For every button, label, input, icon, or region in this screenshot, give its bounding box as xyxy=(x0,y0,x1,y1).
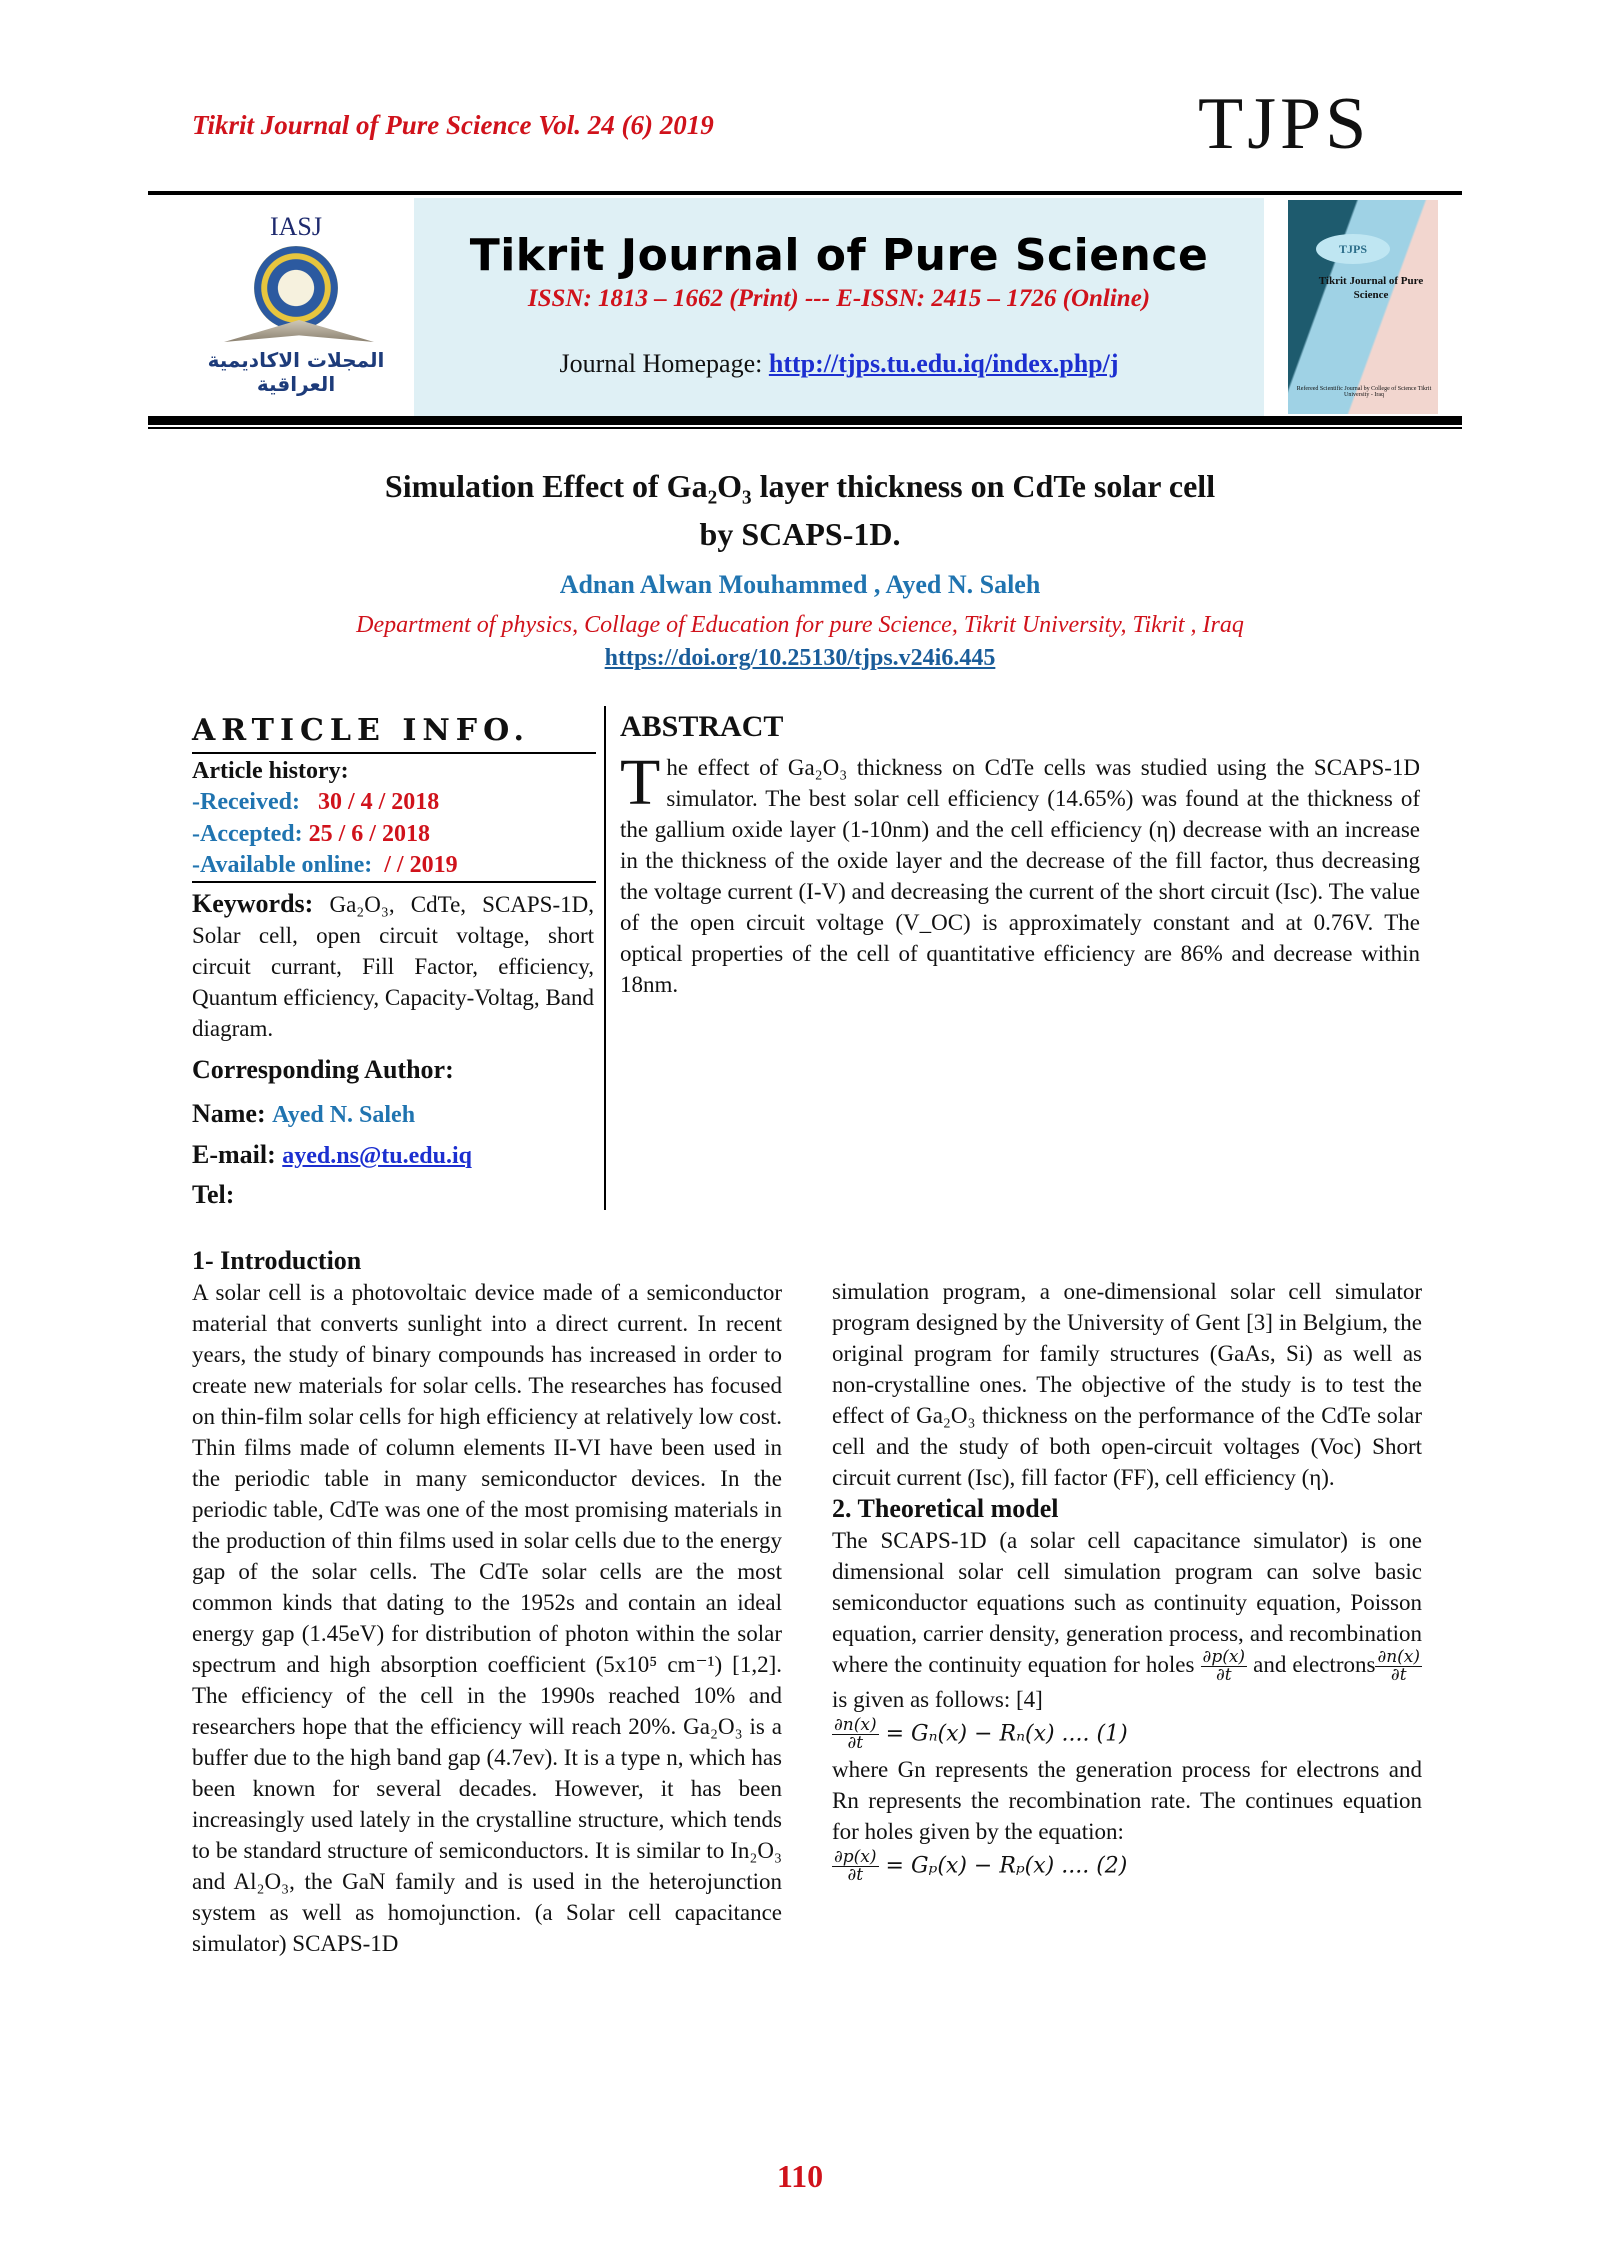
author-name xyxy=(192,1099,415,1129)
article-history-label: Article history: xyxy=(192,758,349,784)
keywords xyxy=(192,888,594,1044)
theoretical-model-heading: 2. Theoretical model xyxy=(832,1494,1059,1523)
equation-1 xyxy=(832,1717,1422,1752)
author-tel xyxy=(192,1180,234,1210)
frac-numerator: ∂n(x) xyxy=(1377,1647,1421,1668)
authors: Adnan Alwan Mouhammed , Ayed N. Saleh xyxy=(559,570,1041,599)
name-value: Ayed N. Saleh xyxy=(272,1102,416,1128)
frac-denominator: ∂t xyxy=(847,1733,864,1754)
banner-bottom-rule-thin xyxy=(148,427,1462,429)
frac-numerator: ∂p(x) xyxy=(834,1847,877,1868)
journal-title: Tikrit Journal of Pure Science xyxy=(469,230,1209,281)
cover-title: Tikrit Journal of Pure Science xyxy=(1318,275,1424,301)
doi-link[interactable]: https://doi.org/10.25130/tjps.v24i6.445 xyxy=(604,645,996,671)
email-label: E-mail: xyxy=(192,1140,276,1169)
abstract-heading: ABSTRACT xyxy=(620,710,784,743)
equation-2 xyxy=(832,1849,1422,1884)
iasj-arabic-label: المجلات الاكاديمية العراقية xyxy=(207,348,385,396)
theory-paragraph xyxy=(832,1525,1422,1715)
banner-bottom-rule xyxy=(148,416,1462,425)
banner-top-rule xyxy=(148,191,1462,195)
introduction-heading: 1- Introduction xyxy=(192,1246,362,1275)
equation-1-rhs: = Gₙ(x) − Rₙ(x) .... (1) xyxy=(885,1721,1128,1747)
dp-dt-fraction xyxy=(832,1849,879,1884)
affiliation: Department of physics, Collage of Education for pure Science, Tikrit University, Tikrit , Iraq xyxy=(356,612,1244,638)
equation-2-rhs: = Gₚ(x) − Rₚ(x) .... (2) xyxy=(885,1853,1128,1879)
email-link[interactable]: ayed.ns@tu.edu.iq xyxy=(282,1143,472,1169)
received-value: 30 / 4 / 2018 xyxy=(317,789,440,815)
frac-denominator: ∂t xyxy=(1215,1665,1232,1686)
accepted-value: 25 / 6 / 2018 xyxy=(308,821,430,847)
accepted-date xyxy=(192,821,430,848)
journal-mark: TJPS xyxy=(1198,83,1371,165)
body-right-column xyxy=(832,1276,1422,1886)
available-label: -Available online: xyxy=(192,852,373,878)
cover-oval-label: TJPS xyxy=(1316,234,1390,264)
tel-label: Tel: xyxy=(192,1180,235,1209)
iasj-logo xyxy=(178,198,414,416)
frac-denominator: ∂t xyxy=(1390,1665,1407,1686)
abstract-dropcap: T xyxy=(620,746,661,819)
available-date xyxy=(192,852,458,879)
body-left-column xyxy=(192,1245,782,1959)
journal-banner xyxy=(414,198,1264,416)
paper-title-line2: by SCAPS-1D. xyxy=(699,516,901,552)
article-info-rule xyxy=(192,752,596,754)
open-book-icon xyxy=(224,320,374,342)
paper-title xyxy=(200,462,1400,558)
theory-text-a: The SCAPS-1D (a solar cell capacitance simulator) is one dimensional solar cell simulation program can solve basic semiconductor equations such as continuity equation, Poisson equation, carrier density, generation process, and recombination where the continuity equation for holes xyxy=(832,1528,1422,1677)
introduction-text: A solar cell is a photovoltaic device made of a semiconductor material that converts sunlight into a direct current. In recent years, the study of binary compounds has increased in order to create new materials for solar cells. The researches has focused on thin-film solar cells for high efficiency at relatively low cost. Thin films made of column elements II-VI have been used in the periodic table in many semiconductor devices. In the periodic table, CdTe was one of the most promising materials in the production of thin films used in solar cells due to the energy gap of the solar cells. The CdTe solar cells are the most common kinds that dating to the 1952s and contain an ideal energy gap (1.45eV) for distribution of photon within the solar spectrum and high absorption coefficient (5x10⁵ cm⁻¹) [1,2]. The efficiency of the cell in the 1990s reached 10% and researchers hope that the efficiency will reach 20%. Ga₂O₃ is a buffer due to the high band gap (4.7ev). It is a type n, which has been known for several decades. However, it has been increasingly used lately in the crystalline structure, which tends to be standard structure of semiconductors. It is similar to In₂O₃ and Al₂O₃, the GaN family and is used in the heterojunction system as well as homojunction. (a Solar cell capacitance simulator) SCAPS-1D xyxy=(192,1280,782,1956)
dp-dt-fraction xyxy=(1201,1649,1248,1684)
paper-title-line1: Simulation Effect of Ga₂O₃ layer thickness on CdTe solar cell xyxy=(384,468,1216,504)
keywords-label: Keywords: xyxy=(192,889,314,918)
journal-cover xyxy=(1278,198,1448,416)
theory-text-b: and electrons xyxy=(1253,1652,1376,1677)
cover-image xyxy=(1288,200,1438,414)
running-head: Tikrit Journal of Pure Science Vol. 24 (6) 2019 xyxy=(192,110,714,140)
article-info-heading: ARTICLE INFO. xyxy=(192,713,530,748)
keywords-value: Ga₂O₃, CdTe, SCAPS-1D, Solar cell, open circuit voltage, short circuit currant, Fill Factor, efficiency, Quantum efficiency, Capacity-Voltag, Band diagram. xyxy=(192,892,594,1041)
journal-issn: ISSN: 1813 – 1662 (Print) --- E-ISSN: 2415 – 1726 (Online) xyxy=(527,285,1151,312)
introduction-continued: simulation program, a one-dimensional solar cell simulator program designed by the University of Gent [3] in Belgium, the original program for family structures (GaAs, Si) as well as non-crystalline ones. The objective of the study is to test the effect of Ga₂O₃ thickness on the performance of the CdTe solar cell and the study of both open-circuit voltages (Voc) Short circuit current (Isc), fill factor (FF), cell efficiency (η). xyxy=(832,1279,1422,1490)
theory-text-d: where Gn represents the generation process for electrons and Rn represents the recombination rate. The continues equation for holes given by the equation: xyxy=(832,1757,1422,1845)
cover-footer: Refereed Scientific Journal by College of Science Tikrit University - Iraq xyxy=(1296,386,1432,398)
doi xyxy=(200,645,1400,672)
frac-denominator: ∂t xyxy=(847,1865,864,1886)
theory-text-c: is given as follows: [4] xyxy=(832,1687,1043,1713)
received-date xyxy=(192,789,439,816)
name-label: Name: xyxy=(192,1099,266,1128)
frac-numerator: ∂p(x) xyxy=(1202,1647,1246,1668)
accepted-label: -Accepted: xyxy=(192,821,303,847)
available-value: / / 2019 xyxy=(378,852,458,878)
article-info-rule xyxy=(192,881,596,883)
author-email xyxy=(192,1140,472,1170)
journal-homepage xyxy=(414,349,1264,379)
iasj-seal-icon xyxy=(254,246,338,330)
abstract-text: he effect of Ga₂O₃ thickness on CdTe cells was studied using the SCAPS-1D simulator. The best solar cell efficiency (14.65%) was found at the thickness of the gallium oxide layer (1-10nm) and the cell efficiency (η) decrease with an increase in the thickness of the oxide layer and the decrease of the fill factor, thus decreasing the voltage current (I-V) and decreasing the current of the short circuit (Isc). The value of the open circuit voltage (V_OC) is approximately constant and at 0.76V. The optical properties of the cell of quantitative efficiency are 86% and decrease within 18nm. xyxy=(620,755,1420,997)
frac-numerator: ∂n(x) xyxy=(834,1715,877,1736)
abstract-body xyxy=(620,746,1420,1000)
homepage-label: Journal Homepage: xyxy=(559,349,769,378)
dn-dt-fraction xyxy=(1375,1649,1422,1684)
corresponding-author-label: Corresponding Author: xyxy=(192,1055,454,1084)
iasj-label: IASJ xyxy=(269,212,322,241)
homepage-link[interactable]: http://tjps.tu.edu.iq/index.php/j xyxy=(768,349,1119,378)
dn-dt-fraction xyxy=(832,1717,879,1752)
column-divider xyxy=(604,706,606,1210)
received-label: -Received: xyxy=(192,789,300,815)
page-number: 110 xyxy=(776,2158,824,2194)
